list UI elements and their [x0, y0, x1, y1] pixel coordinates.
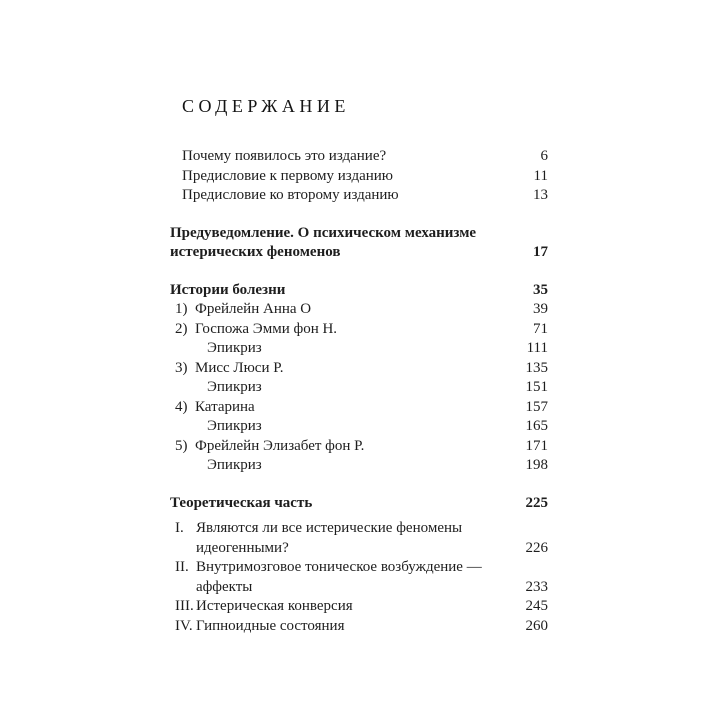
toc-entry	[170, 437, 548, 457]
toc-entry	[170, 224, 548, 263]
toc-entry	[170, 456, 548, 476]
entry-label: Катарина	[195, 398, 255, 415]
toc-list	[170, 147, 548, 636]
entry-label: Почему появилось это издание?	[182, 148, 387, 164]
entry-page: 13	[533, 187, 548, 203]
contents-block	[170, 95, 548, 636]
entry-marker: IV.	[175, 617, 193, 634]
entry-page: 157	[525, 398, 548, 415]
entry-page: 71	[533, 320, 548, 337]
entry-page: 135	[525, 359, 548, 376]
toc-entry	[170, 320, 548, 340]
entry-label: Гипноидные состояния	[196, 617, 345, 634]
toc-entry	[170, 597, 548, 617]
entry-label: Предисловие к первому изданию	[182, 167, 394, 184]
entry-label: Эпикриз	[207, 379, 262, 395]
toc-entry	[170, 186, 548, 206]
entry-label: Теоретическая часть	[170, 494, 313, 511]
toc-entry	[170, 167, 548, 187]
toc-entry	[170, 281, 548, 301]
entry-page: 260	[525, 617, 548, 634]
entry-page: 17	[533, 244, 548, 260]
toc-entry	[170, 398, 548, 418]
entry-page: 165	[525, 418, 548, 434]
entry-page: 245	[525, 598, 548, 614]
entry-label: Госпожа Эмми фон Н.	[195, 320, 338, 337]
page-title: СОДЕРЖАНИЕ	[182, 96, 350, 116]
toc-entry	[170, 519, 548, 558]
entry-page: 225	[525, 494, 548, 511]
toc-entry	[170, 147, 548, 167]
entry-label: Истории болезни	[170, 281, 286, 298]
entry-page: 233	[525, 578, 548, 595]
entry-marker: III.	[175, 598, 194, 614]
entry-label: Эпикриз	[207, 340, 262, 356]
entry-marker: 4)	[175, 398, 188, 415]
toc-entry	[170, 417, 548, 437]
entry-label: Внутримозговое тоническое возбуждение — аффекты	[196, 559, 482, 595]
toc-entry	[170, 617, 548, 637]
entry-marker: 5)	[175, 437, 188, 454]
toc-entry	[170, 359, 548, 379]
entry-marker: 2)	[175, 320, 188, 337]
entry-page: 111	[526, 340, 548, 356]
entry-marker: I.	[175, 520, 184, 536]
entry-label: Предуведомление. О психическом механизме истерических феноменов	[170, 224, 477, 260]
entry-page: 198	[525, 457, 548, 473]
entry-page: 39	[533, 301, 548, 317]
entry-marker: II.	[175, 559, 189, 575]
entry-label: Эпикриз	[207, 457, 262, 473]
entry-page: 226	[525, 539, 548, 556]
entry-label: Фрейлейн Элизабет фон Р.	[195, 437, 365, 454]
entry-page: 6	[540, 148, 548, 164]
toc-entry	[170, 378, 548, 398]
entry-label: Предисловие ко второму изданию	[182, 187, 399, 203]
entry-page: 151	[525, 379, 548, 395]
entry-label: Являются ли все истерические феномены идеогенными?	[196, 520, 463, 556]
entry-page: 11	[533, 167, 548, 184]
toc-entry	[170, 558, 548, 597]
entry-label: Эпикриз	[207, 418, 262, 434]
toc-entry	[170, 494, 548, 514]
entry-label: Мисс Люси Р.	[195, 359, 284, 376]
toc-entry	[170, 339, 548, 359]
entry-label: Истерическая конверсия	[196, 598, 353, 614]
toc-entry	[170, 300, 548, 320]
entry-marker: 3)	[175, 359, 188, 376]
entry-label: Фрейлейн Анна О	[195, 301, 312, 317]
entry-marker: 1)	[175, 301, 188, 317]
entry-page: 171	[525, 437, 548, 454]
entry-page: 35	[533, 281, 548, 298]
